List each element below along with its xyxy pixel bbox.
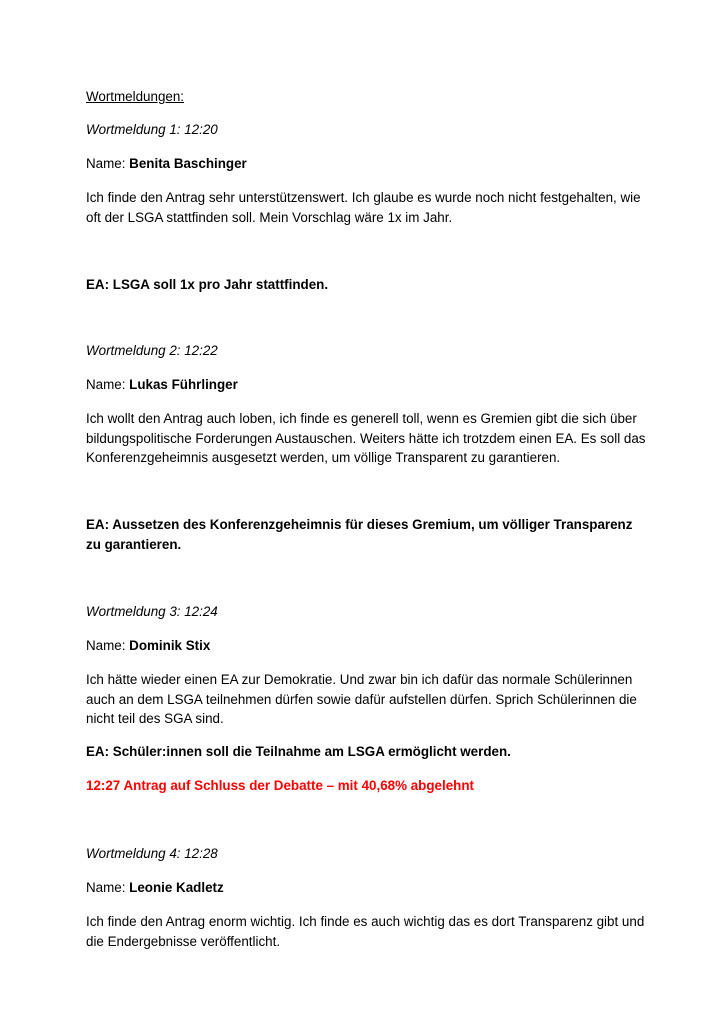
entry-3-title: Wortmeldung 3: 12:24 xyxy=(86,604,218,619)
entry-3-text: Ich hätte wieder einen EA zur Demokratie. Und zwar bin ich dafür das normale Schülerinnen auch an dem LSGA teilnehmen dürfen sowie dafür aufstellen dürfen. Sprich Schülerinnen die nicht teil des SGA sind. xyxy=(86,672,637,726)
entry-4-text: Ich finde den Antrag enorm wichtig. Ich finde es auch wichtig das es dort Transparenz gibt und die Endergebnisse veröffentlicht. xyxy=(86,914,645,949)
entry-1-text: Ich finde den Antrag sehr unterstützenswert. Ich glaube es wurde noch nicht festgehalten, wie oft der LSGA stattfinden soll. Mein Vorschlag wäre 1x im Jahr. xyxy=(86,190,641,225)
entry-4-title: Wortmeldung 4: 12:28 xyxy=(86,846,218,861)
entry-2-text: Ich wollt den Antrag auch loben, ich finde es generell toll, wenn es Gremien gibt die sich über bildungspolitische Forderungen Austauschen. Weiters hätte ich trotzdem einen EA. Es soll das Konferenzgeheimnis ausgesetzt werden, um völlige Transparent zu garantieren. xyxy=(86,411,646,465)
entry-1-amendment: EA: LSGA soll 1x pro Jahr stattfinden. xyxy=(86,277,329,292)
entry-1-name-line xyxy=(86,154,646,174)
entry-4-speaker: Leonie Kadletz xyxy=(129,880,224,895)
entry-2-speaker: Lukas Führlinger xyxy=(129,377,238,392)
entry-3-amendment: EA: Schüler:innen soll die Teilnahme am LSGA ermöglicht werden. xyxy=(86,744,511,759)
entry-4-name-line xyxy=(86,878,646,898)
entry-1-speaker: Benita Baschinger xyxy=(129,156,247,171)
name-label: Name: xyxy=(86,156,130,171)
entry-2-amendment: EA: Aussetzen des Konferenzgeheimnis für dieses Gremium, um völliger Transparenz zu garantieren. xyxy=(86,517,633,552)
entry-3-name-line xyxy=(86,636,646,656)
name-label: Name: xyxy=(86,377,130,392)
name-label: Name: xyxy=(86,880,130,895)
entry-3-speaker: Dominik Stix xyxy=(129,638,211,653)
entry-2-title: Wortmeldung 2: 12:22 xyxy=(86,343,218,358)
motion-note: 12:27 Antrag auf Schluss der Debatte – mit 40,68% abgelehnt xyxy=(86,778,474,793)
entry-1-title: Wortmeldung 1: 12:20 xyxy=(86,122,218,137)
entry-2-name-line xyxy=(86,375,646,395)
name-label: Name: xyxy=(86,638,130,653)
section-heading: Wortmeldungen: xyxy=(86,89,185,104)
